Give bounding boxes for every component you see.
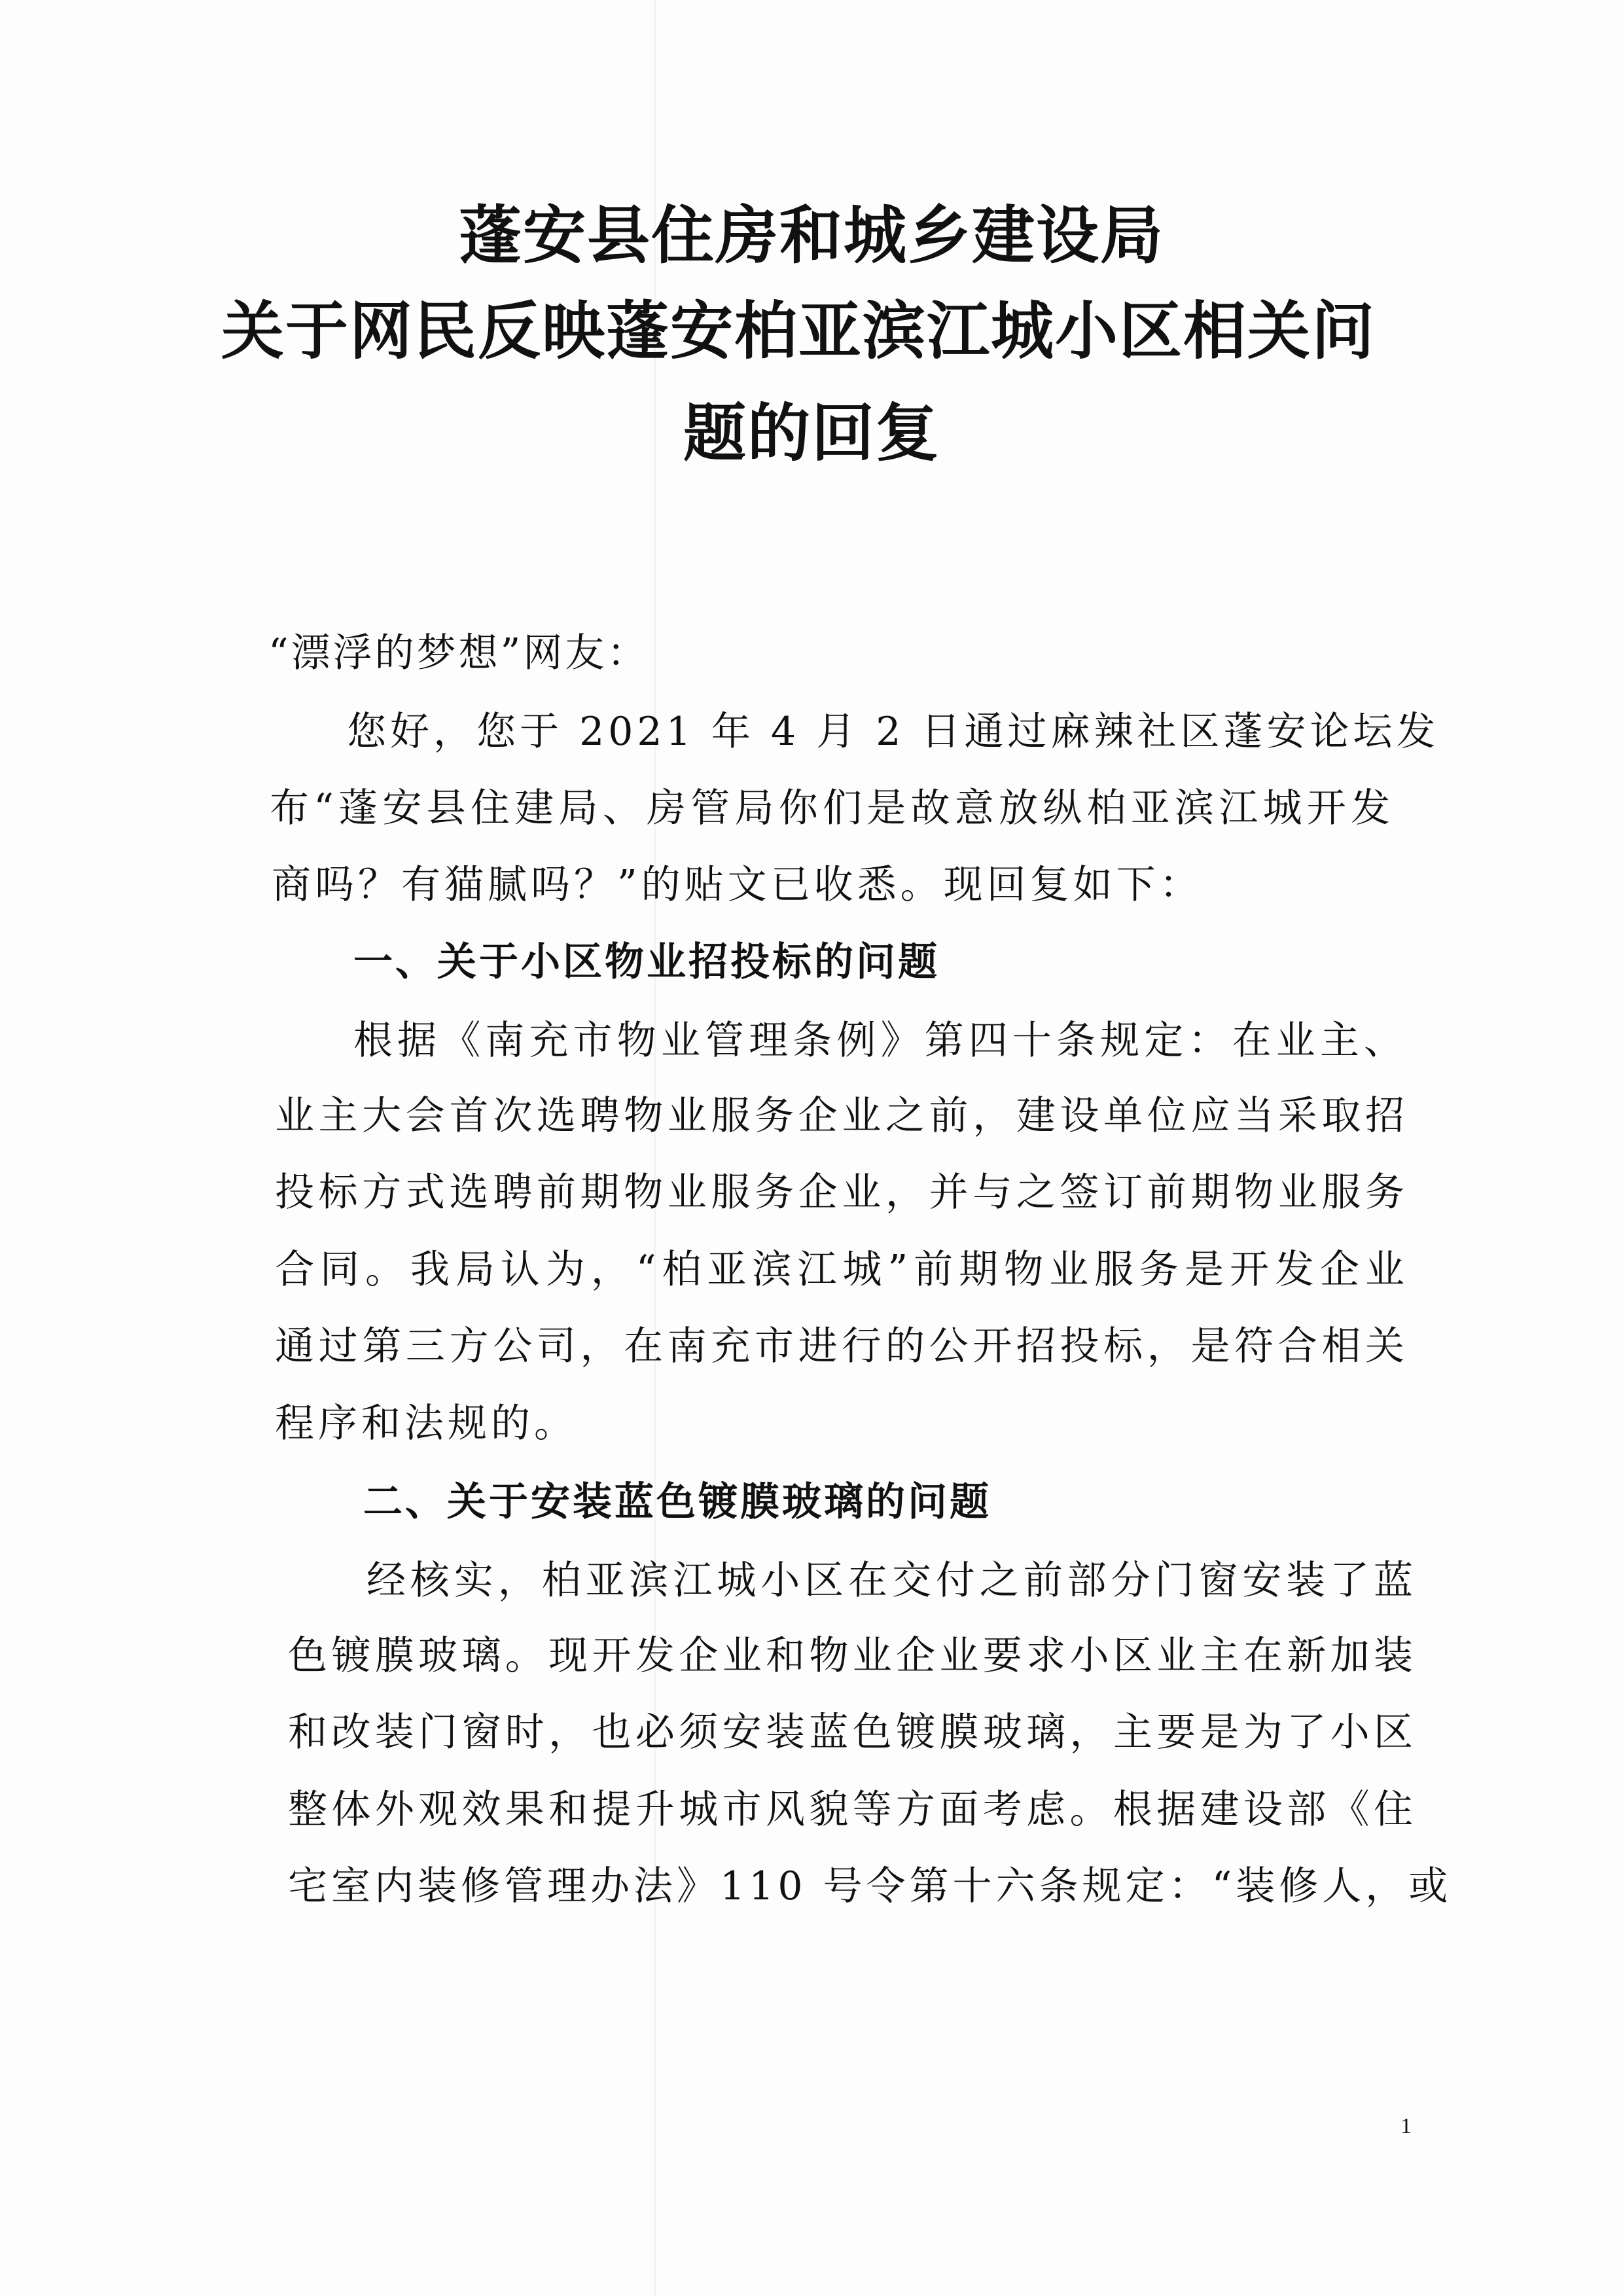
salutation: “漂浮的梦想”网友：	[268, 630, 649, 676]
section-2-line-1: 经核实，柏亚滨江城小区在交付之前部分门窗安装了蓝	[366, 1558, 1417, 1604]
section-1-line-1: 根据《南充市物业管理条例》第四十条规定：在业主、	[353, 1018, 1407, 1064]
section-1-heading: 一、关于小区物业招投标的问题	[353, 939, 940, 985]
intro-line-1: 您好，您于 2021 年 4 月 2 日通过麻辣社区蓬安论坛发	[347, 709, 1440, 755]
title-line-3: 题的回复	[683, 397, 940, 470]
section-2-line-4: 整体外观效果和提升城市风貌等方面考虑。根据建设部《住	[288, 1787, 1417, 1833]
section-1-line-5: 通过第三方公司，在南充市进行的公开招投标，是符合相关	[275, 1323, 1408, 1369]
section-2-line-2: 色镀膜玻璃。现开发企业和物业企业要求小区业主在新加装	[288, 1633, 1417, 1679]
section-1-line-3: 投标方式选聘前期物业服务企业，并与之签订前期物业服务	[275, 1170, 1408, 1215]
section-1-line-6: 程序和法规的。	[275, 1401, 577, 1446]
title-line-2: 关于网民反映蓬安柏亚滨江城小区相关问	[221, 295, 1376, 368]
section-2-line-5: 宅室内装修管理办法》110 号令第十六条规定：“装修人，或	[288, 1863, 1452, 1909]
intro-line-2: 布“蓬安县住建局、房管局你们是故意放纵柏亚滨江城开发	[270, 785, 1394, 831]
intro-line-3: 商吗？有猫腻吗？”的贴文已收悉。现回复如下：	[272, 862, 1203, 908]
section-1-line-4: 合同。我局认为，“柏亚滨江城”前期物业服务是开发企业	[275, 1247, 1408, 1293]
section-1-line-2: 业主大会首次选聘物业服务企业之前，建设单位应当采取招	[275, 1093, 1408, 1139]
page-number: 1	[1400, 2114, 1412, 2138]
title-line-1: 蓬安县住房和城乡建设局	[459, 199, 1164, 272]
section-2-heading: 二、关于安装蓝色镀膜玻璃的问题	[363, 1479, 991, 1525]
section-2-line-3: 和改装门窗时，也必须安装蓝色镀膜玻璃，主要是为了小区	[288, 1710, 1417, 1755]
